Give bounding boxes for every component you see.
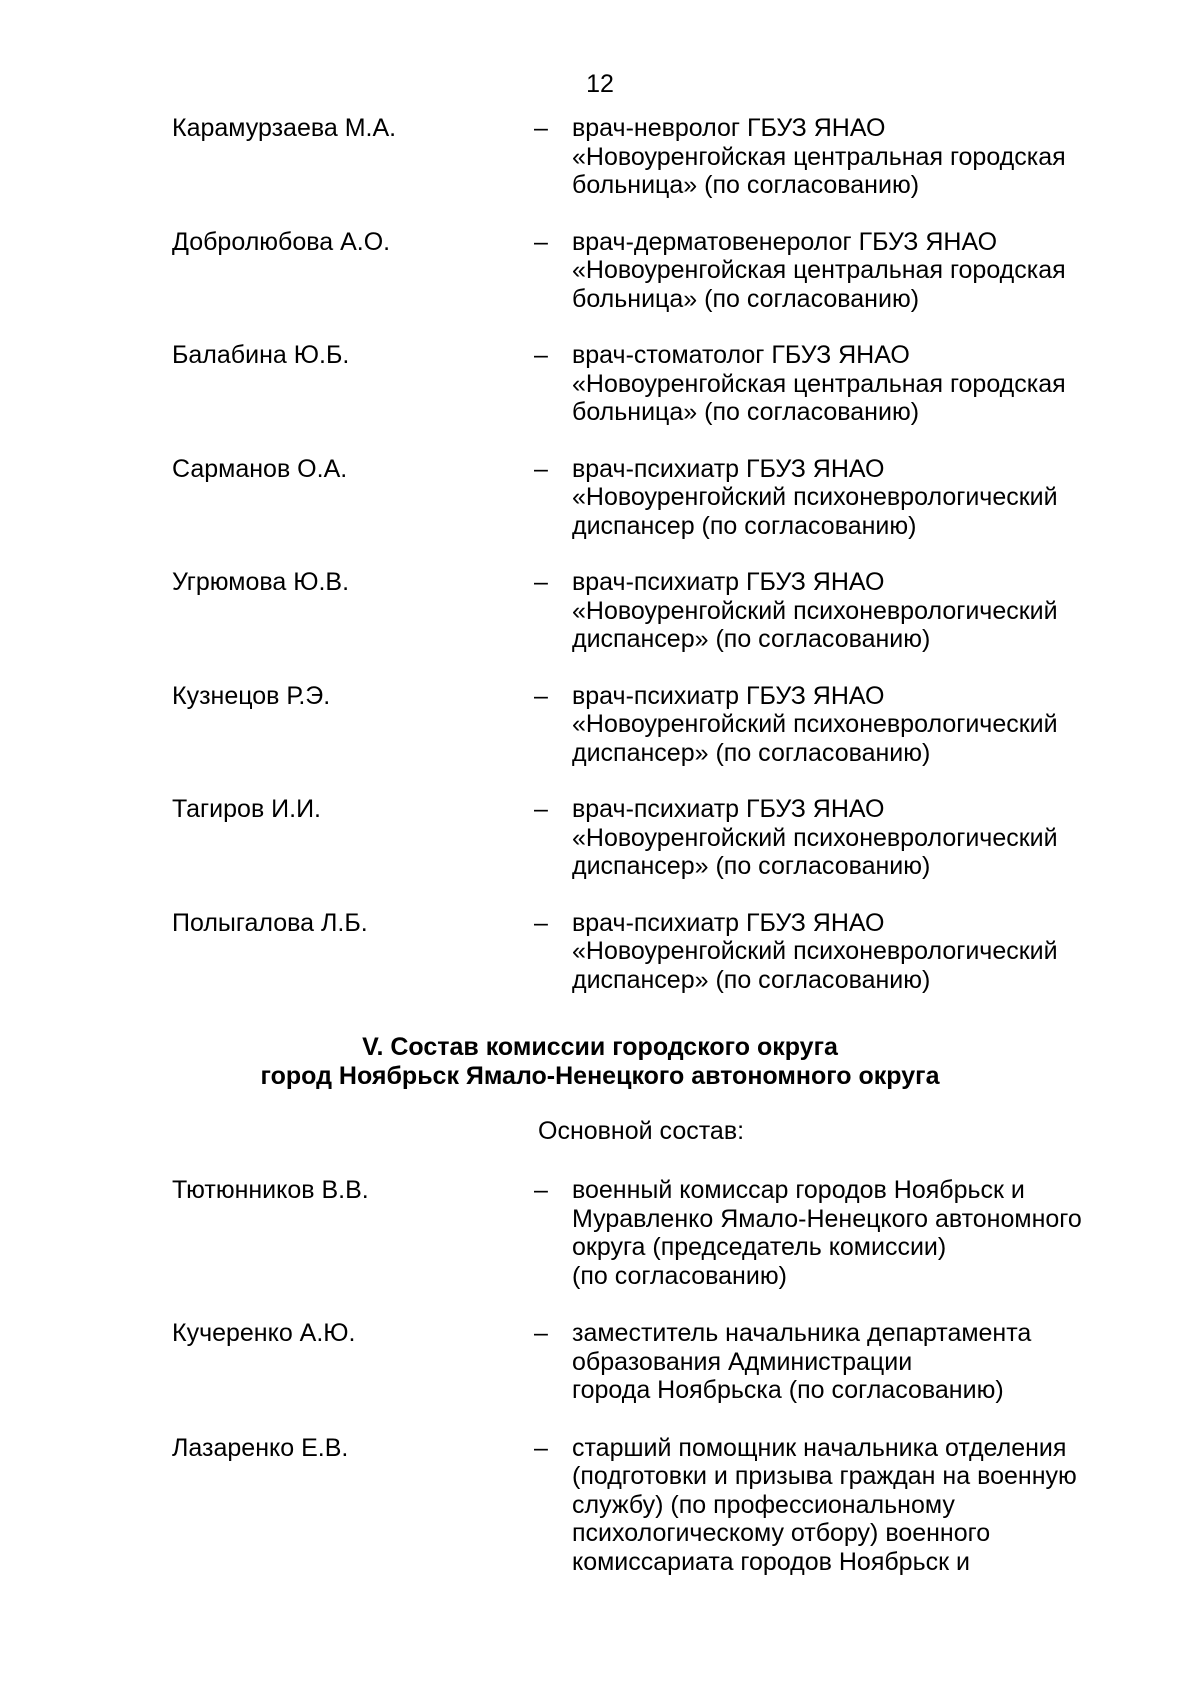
member-dash: – <box>534 1176 548 1204</box>
commission-members-list-bottom <box>172 1176 1122 1605</box>
member-position: врач-невролог ГБУЗ ЯНАО «Новоуренгойская центральная городская больница» (по согласованию) <box>572 114 1066 199</box>
member-position: врач-психиатр ГБУЗ ЯНАО «Новоуренгойский психоневрологический диспансер» (по согласованию) <box>572 568 1058 653</box>
member-dash: – <box>534 908 548 937</box>
member-entry <box>172 1319 1122 1405</box>
member-position: старший помощник начальника отделения (подготовки и призыва граждан на военную службу) (по профессиональному психологическому отбору) военного комиссариата городов Ноябрьск и <box>572 1433 1077 1576</box>
member-entry <box>172 1176 1122 1290</box>
member-position: врач-стоматолог ГБУЗ ЯНАО «Новоуренгойская центральная городская больница» (по согласованию) <box>572 341 1066 426</box>
member-dash: – <box>534 1433 548 1462</box>
member-dash: – <box>534 681 548 710</box>
member-name: Добролюбова А.О. <box>172 227 391 256</box>
member-dash: – <box>534 341 548 369</box>
member-name: Лазаренко Е.В. <box>172 1433 349 1462</box>
member-name: Тагиров И.И. <box>172 795 321 823</box>
member-position: военный комиссар городов Ноябрьск и Муравленко Ямало-Ненецкого автономного округа (председатель комиссии) (по согласованию) <box>572 1176 1082 1290</box>
member-dash: – <box>534 1319 548 1347</box>
subheading: Основной состав: <box>538 1117 745 1145</box>
member-name: Угрюмова Ю.В. <box>172 568 350 596</box>
member-dash: – <box>534 795 548 823</box>
member-entry <box>172 341 1122 427</box>
member-name: Карамурзаева М.А. <box>172 114 397 142</box>
member-name: Тютюнников В.В. <box>172 1176 369 1204</box>
commission-members-list-top <box>172 114 1122 1022</box>
member-dash: – <box>534 114 548 142</box>
member-dash: – <box>534 227 548 256</box>
member-name: Полыгалова Л.Б. <box>172 908 368 937</box>
member-dash: – <box>534 454 548 483</box>
member-position: врач-психиатр ГБУЗ ЯНАО «Новоуренгойский психоневрологический диспансер (по согласованию) <box>572 454 1058 540</box>
member-position: врач-психиатр ГБУЗ ЯНАО «Новоуренгойский психоневрологический диспансер» (по согласованию) <box>572 795 1058 880</box>
member-entry <box>172 909 1122 995</box>
member-position: заместитель начальника департамента образования Администрации города Ноябрьска (по согласованию) <box>572 1319 1032 1404</box>
member-name: Балабина Ю.Б. <box>172 341 350 369</box>
member-entry <box>172 795 1122 881</box>
member-position: врач-психиатр ГБУЗ ЯНАО «Новоуренгойский психоневрологический диспансер» (по согласованию) <box>572 681 1058 767</box>
member-entry <box>172 228 1122 314</box>
member-entry <box>172 568 1122 654</box>
section-heading: V. Состав комиссии городского округа город Ноябрьск Ямало-Ненецкого автономного округа <box>260 1033 940 1090</box>
member-entry <box>172 1434 1122 1577</box>
page-number: 12 <box>586 70 614 98</box>
member-entry <box>172 455 1122 541</box>
member-position: врач-дерматовенеролог ГБУЗ ЯНАО «Новоуренгойская центральная городская больница» (по согласованию) <box>572 227 1066 313</box>
member-position: врач-психиатр ГБУЗ ЯНАО «Новоуренгойский психоневрологический диспансер» (по согласованию) <box>572 908 1058 994</box>
member-dash: – <box>534 568 548 596</box>
member-name: Сарманов О.А. <box>172 454 348 483</box>
member-name: Кузнецов Р.Э. <box>172 681 331 710</box>
member-entry <box>172 682 1122 768</box>
member-entry <box>172 114 1122 200</box>
member-name: Кучеренко А.Ю. <box>172 1319 356 1347</box>
